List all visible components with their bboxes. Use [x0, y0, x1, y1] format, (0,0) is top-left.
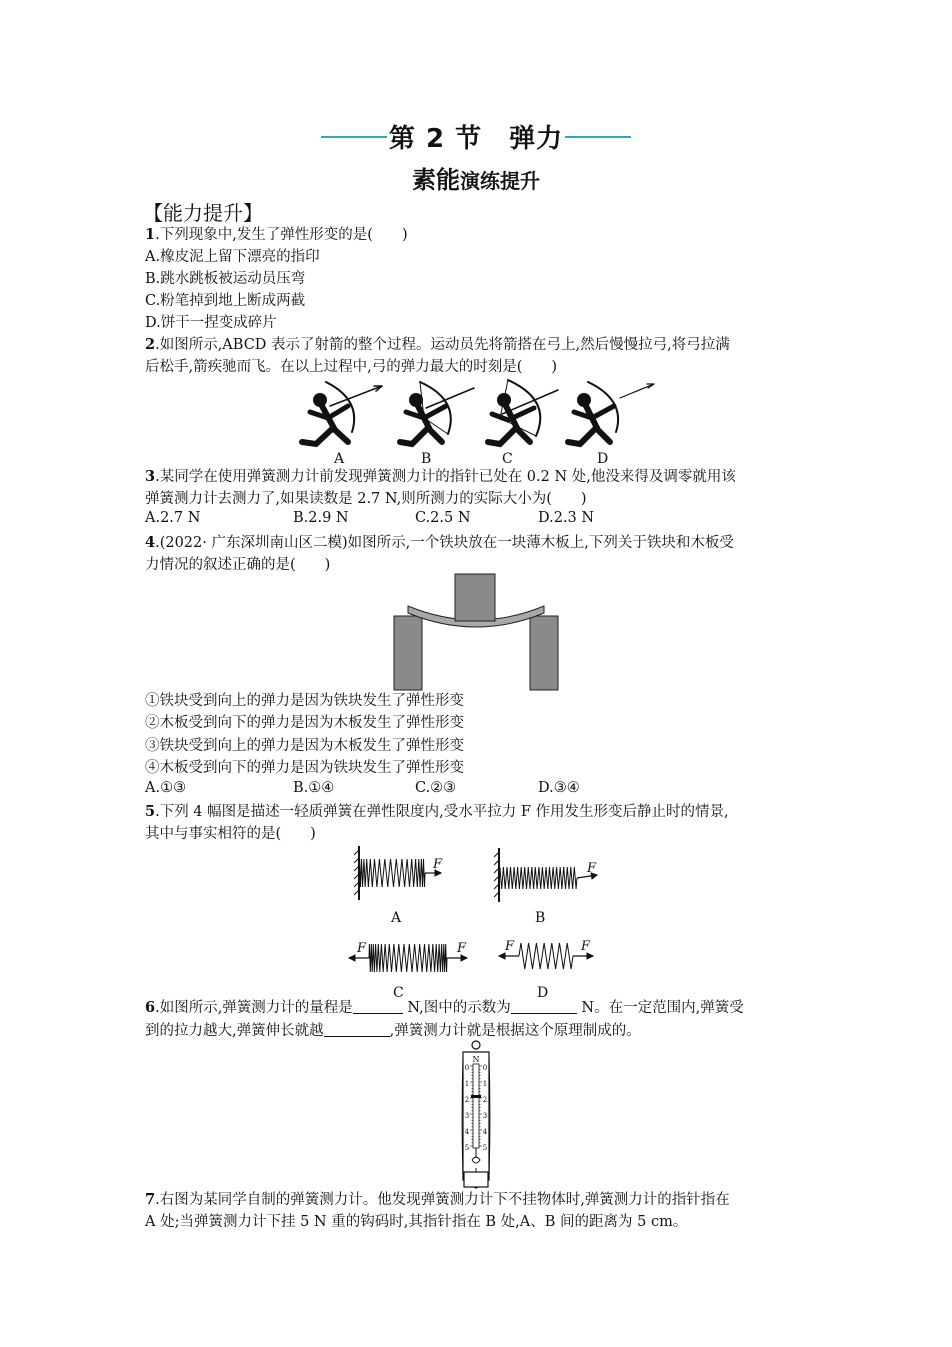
spring-figure — [345, 842, 610, 1002]
spring-c-force-left: F — [357, 941, 367, 956]
q4-statement-3: ③铁块受到向上的弹力是因为木板发生了弹性形变 — [145, 738, 464, 754]
title-right-line — [565, 136, 631, 138]
q4-statement-2: ②木板受到向下的弹力是因为木板发生了弹性形变 — [145, 715, 464, 731]
q1-option-b: B.跳水跳板被运动员压弯 — [145, 271, 306, 287]
title-left-line — [321, 136, 387, 138]
q4-statement-4: ④木板受到向下的弹力是因为铁块发生了弹性形变 — [145, 760, 464, 776]
q1-option-a: A.橡皮泥上留下漂亮的指印 — [145, 249, 320, 265]
svg-text:3: 3 — [482, 1112, 488, 1120]
q5-stem-line1: 5.下列 4 幅图是描述一轻质弹簧在弹性限度内,受水平拉力 F 作用发生形变后静止时的情景, — [145, 803, 729, 820]
q6-stem-line2: 到的拉力越大,弹簧伸长就越 ,弹簧测力计就是根据这个原理制成的。 — [145, 1023, 641, 1039]
archer-b — [400, 382, 474, 444]
spring-a-force: F — [433, 857, 443, 872]
q4-statement-1: ①铁块受到向上的弹力是因为铁块发生了弹性形变 — [145, 693, 464, 709]
scale-left-numbers — [465, 1064, 470, 1152]
spring-b — [494, 848, 597, 902]
svg-text:5: 5 — [464, 1144, 470, 1152]
q2-stem-line1: 2.如图所示,ABCD 表示了射箭的整个过程。运动员先将箭搭在弓上,然后慢慢拉弓,将弓拉满 — [145, 336, 730, 353]
q2-label-b: B — [421, 451, 432, 467]
svg-text:4: 4 — [464, 1128, 470, 1136]
spring-d — [499, 939, 593, 969]
q5-stem-line2: 其中与事实相符的是( ) — [145, 826, 316, 842]
svg-text:0: 0 — [464, 1064, 470, 1072]
archer-figure — [290, 378, 670, 470]
svg-text:1: 1 — [482, 1080, 488, 1088]
svg-text:1: 1 — [464, 1080, 470, 1088]
spring-d-force-right: F — [581, 939, 591, 954]
subtitle-rest: 演练提升 — [460, 169, 540, 193]
q2-label-c: C — [502, 451, 513, 467]
iron-block — [455, 574, 495, 621]
scale-right-numbers — [483, 1064, 488, 1152]
hanging-weight — [462, 1168, 490, 1188]
q3-option-d: D.2.3 N — [538, 510, 595, 526]
svg-text:3: 3 — [464, 1112, 470, 1120]
right-support — [530, 616, 558, 690]
q4-stem-line2: 力情况的叙述正确的是( ) — [145, 557, 331, 573]
spring-b-force: F — [587, 861, 597, 876]
q3-stem-line1: 3.某同学在使用弹簧测力计前发现弹簧测力计的指针已处在 0.2 N 处,他没来得及调零就用该 — [145, 468, 736, 485]
q6-blank-longer[interactable] — [324, 1021, 390, 1037]
q4-stem-line1: 4.(2022· 广东深圳南山区二模)如图所示,一个铁块放在一块薄木板上,下列关于铁块和木板受 — [145, 534, 734, 551]
q7-stem-line2: A 处;当弹簧测力计下挂 5 N 重的钩码时,其指针指在 B 处,A、B 间的距离为 5 cm。 — [145, 1214, 688, 1230]
q5-label-c: C — [393, 985, 404, 1001]
q3-option-b: B.2.9 N — [293, 510, 349, 526]
spring-c — [349, 941, 467, 972]
q1-stem: 1.下列现象中,发生了弹性形变的是( ) — [145, 226, 408, 243]
spring-a — [354, 846, 443, 900]
q3-stem-line2: 弹簧测力计去测力了,如果读数是 2.7 N,则所测力的实际大小为( ) — [145, 491, 587, 507]
board-iron-figure — [388, 572, 564, 694]
q1-option-d: D.饼干一捏变成碎片 — [145, 315, 277, 331]
title-row — [0, 118, 952, 155]
q5-label-a: A — [391, 910, 402, 926]
q2-label-d: D — [597, 451, 609, 467]
svg-text:4: 4 — [482, 1128, 488, 1136]
svg-text:2: 2 — [464, 1096, 470, 1104]
archer-c — [488, 380, 558, 444]
q1-option-c: C.粉笔掉到地上断成两截 — [145, 293, 306, 309]
spring-c-force-right: F — [457, 941, 467, 956]
q3-option-c: C.2.5 N — [415, 510, 471, 526]
q3-option-a: A.2.7 N — [145, 510, 201, 526]
spring-d-force-left: F — [505, 939, 515, 954]
section-heading: 【能力提升】 — [143, 201, 263, 225]
svg-text:5: 5 — [482, 1144, 488, 1152]
q2-stem-line2: 后松手,箭疾驰而飞。在以上过程中,弓的弹力最大的时刻是( ) — [145, 359, 558, 375]
left-support — [394, 616, 422, 690]
q4-option-c: C.②③ — [415, 780, 457, 796]
svg-text:0: 0 — [482, 1064, 488, 1072]
subtitle-main: 素能 — [412, 166, 460, 194]
q4-option-b: B.①④ — [293, 780, 335, 796]
scale-pointer — [471, 1095, 481, 1098]
q6-stem-line1: 6.如图所示,弹簧测力计的量程是 N,图中的示数为 N。在一定范围内,弹簧受 — [145, 999, 744, 1016]
q5-label-b: B — [535, 910, 546, 926]
q2-label-a: A — [334, 451, 345, 467]
svg-text:2: 2 — [482, 1096, 488, 1104]
q4-option-d: D.③④ — [538, 780, 580, 796]
page-title: 第 2 节 弹力 — [388, 124, 564, 154]
q6-blank-range[interactable] — [353, 998, 403, 1014]
q4-option-a: A.①③ — [145, 780, 187, 796]
page-subtitle — [0, 160, 952, 195]
scale-unit: N — [472, 1055, 480, 1064]
q5-label-d: D — [537, 985, 549, 1001]
q6-blank-reading[interactable] — [511, 998, 577, 1014]
q7-stem-line1: 7.右图为某同学自制的弹簧测力计。他发现弹簧测力计下不挂物体时,弹簧测力计的指针指在 — [145, 1191, 730, 1208]
archer-d — [568, 382, 654, 444]
archer-a — [302, 382, 382, 444]
